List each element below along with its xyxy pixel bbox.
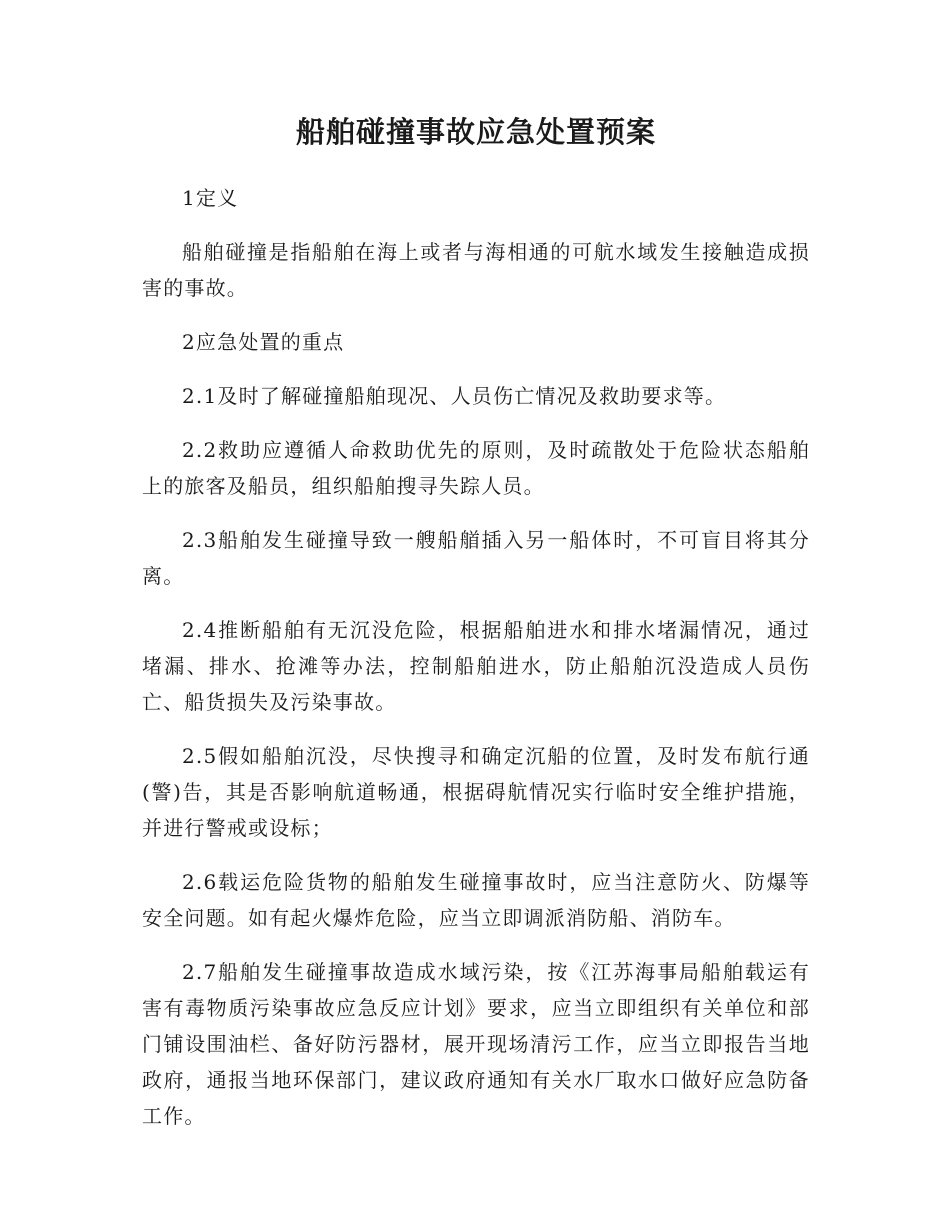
clause-2-6: 2.6载运危险货物的船舶发生碰撞事故时，应当注意防火、防爆等安全问题。如有起火爆炸危险，应当立即调派消防船、消防车。 [142, 870, 810, 930]
clause-2-1: 2.1及时了解碰撞船舶现况、人员伤亡情况及救助要求等。 [182, 384, 727, 408]
clause-2-7: 2.7船舶发生碰撞事故造成水域污染，按《江苏海事局船舶载运有害有毒物质污染事故应急反应计划》要求，应当立即组织有关单位和部门铺设围油栏、备好防污器材，展开现场清污工作，应当立即报告当地政府，通报当地环保部门，建议政府通知有关水厂取水口做好应急防备工作。 [142, 960, 810, 1128]
definition-paragraph: 船舶碰撞是指船舶在海上或者与海相通的可航水域发生接触造成损害的事故。 [142, 240, 810, 300]
clause-2-3: 2.3船舶发生碰撞导致一艘船艏插入另一船体时，不可盲目将其分离。 [142, 528, 810, 588]
document-title: 船舶碰撞事故应急处置预案 [295, 115, 656, 149]
section-heading-definition: 1定义 [182, 186, 239, 210]
document-page [142, 104, 810, 1152]
section-heading-key-points: 2应急处置的重点 [182, 330, 345, 354]
clause-2-4: 2.4推断船舶有无沉没危险，根据船舶进水和排水堵漏情况，通过堵漏、排水、抢滩等办法，控制船舶进水，防止船舶沉没造成人员伤亡、船货损失及污染事故。 [142, 618, 810, 714]
clause-2-5: 2.5假如船舶沉没，尽快搜寻和确定沉船的位置，及时发布航行通(警)告，其是否影响航道畅通，根据碍航情况实行临时安全维护措施，并进行警戒或设标； [142, 744, 810, 840]
clause-2-2: 2.2救助应遵循人命救助优先的原则，及时疏散处于危险状态船舶上的旅客及船员，组织船舶搜寻失踪人员。 [142, 438, 810, 498]
